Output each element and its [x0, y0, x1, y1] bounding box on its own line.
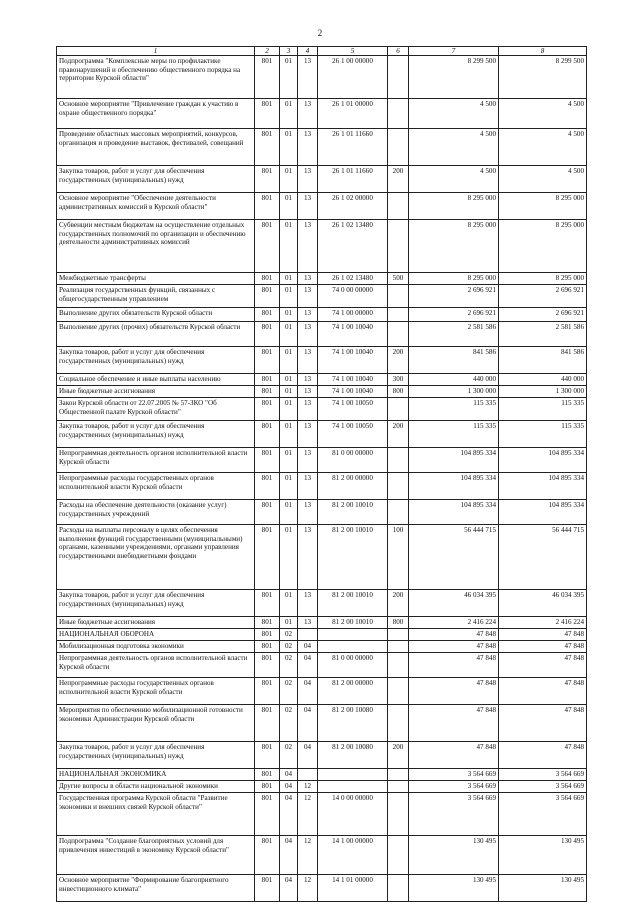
cell-expense-type: 800	[388, 617, 409, 629]
cell-subsection: 13	[298, 448, 318, 473]
cell-subsection: 04	[298, 742, 318, 769]
cell-subsection: 12	[298, 793, 318, 836]
cell-section: 01	[280, 99, 298, 129]
cell-section: 01	[280, 347, 298, 374]
table-row	[57, 398, 587, 421]
cell-name: Закупка товаров, работ и услуг для обеспечения государственных (муниципальных) нужд	[57, 347, 255, 374]
cell-target-article: 81 2 00 10080	[318, 742, 388, 769]
cell-expense-type	[388, 99, 409, 129]
table-header-row	[57, 47, 587, 56]
cell-ministry-code: 801	[255, 99, 280, 129]
cell-target-article: 81 2 00 10010	[318, 525, 388, 590]
cell-amount-year-2: 115 335	[499, 421, 587, 448]
table-row	[57, 99, 587, 129]
cell-name: Мероприятия по обеспечению мобилизационной готовности экономики Администрации Курской области	[57, 705, 255, 742]
cell-target-article	[318, 641, 388, 653]
cell-ministry-code: 801	[255, 220, 280, 273]
column-header: 6	[388, 47, 409, 56]
cell-ministry-code: 801	[255, 273, 280, 285]
cell-subsection: 13	[298, 590, 318, 617]
cell-subsection: 13	[298, 525, 318, 590]
cell-subsection	[298, 629, 318, 641]
cell-expense-type: 800	[388, 386, 409, 398]
cell-subsection: 13	[298, 374, 318, 386]
column-header: 7	[409, 47, 499, 56]
cell-amount-year-2: 47 848	[499, 742, 587, 769]
cell-target-article: 81 2 00 10080	[318, 705, 388, 742]
cell-expense-type: 200	[388, 166, 409, 193]
cell-subsection: 13	[298, 473, 318, 500]
cell-amount-year-1: 47 848	[409, 678, 499, 705]
cell-expense-type	[388, 875, 409, 902]
cell-amount-year-2: 1 300 000	[499, 386, 587, 398]
cell-section: 01	[280, 590, 298, 617]
cell-name: Основное мероприятие "Привлечение граждан к участию в охране общественного порядка"	[57, 99, 255, 129]
table-row	[57, 374, 587, 386]
cell-ministry-code: 801	[255, 742, 280, 769]
cell-target-article: 26 1 01 11660	[318, 129, 388, 166]
cell-amount-year-2: 8 299 500	[499, 56, 587, 99]
cell-expense-type: 200	[388, 590, 409, 617]
cell-section: 01	[280, 398, 298, 421]
cell-section: 02	[280, 653, 298, 678]
cell-ministry-code: 801	[255, 374, 280, 386]
cell-section: 01	[280, 473, 298, 500]
cell-subsection: 04	[298, 678, 318, 705]
cell-amount-year-2: 3 564 669	[499, 769, 587, 781]
cell-amount-year-2: 47 848	[499, 705, 587, 742]
cell-name: Основное мероприятие "Формирование благоприятного инвестиционного климата"	[57, 875, 255, 902]
cell-expense-type: 200	[388, 421, 409, 448]
cell-subsection: 13	[298, 99, 318, 129]
cell-subsection: 13	[298, 193, 318, 220]
cell-ministry-code: 801	[255, 653, 280, 678]
cell-expense-type	[388, 473, 409, 500]
cell-section: 02	[280, 678, 298, 705]
cell-amount-year-2: 46 034 395	[499, 590, 587, 617]
cell-name: Закупка товаров, работ и услуг для обеспечения государственных (муниципальных) нужд	[57, 742, 255, 769]
cell-ministry-code: 801	[255, 129, 280, 166]
cell-target-article: 81 2 00 10010	[318, 590, 388, 617]
cell-name: Закон Курской области от 22.07.2005 № 57-ЗКО "Об Общественной палате Курской области"	[57, 398, 255, 421]
cell-ministry-code: 801	[255, 285, 280, 308]
cell-amount-year-1: 2 696 921	[409, 308, 499, 322]
cell-name: Закупка товаров, работ и услуг для обеспечения государственных (муниципальных) нужд	[57, 590, 255, 617]
cell-ministry-code: 801	[255, 781, 280, 793]
cell-subsection: 13	[298, 322, 318, 347]
cell-amount-year-2: 3 564 669	[499, 781, 587, 793]
cell-section: 02	[280, 742, 298, 769]
cell-amount-year-1: 841 586	[409, 347, 499, 374]
cell-section: 01	[280, 166, 298, 193]
cell-name: Реализация государственных функций, связанных с общегосударственным управлением	[57, 285, 255, 308]
cell-amount-year-2: 440 000	[499, 374, 587, 386]
cell-name: Непрограммная деятельность органов исполнительной власти Курской области	[57, 653, 255, 678]
cell-subsection: 13	[298, 273, 318, 285]
cell-amount-year-1: 47 848	[409, 705, 499, 742]
cell-ministry-code: 801	[255, 769, 280, 781]
table-row	[57, 769, 587, 781]
table-row	[57, 617, 587, 629]
cell-subsection: 04	[298, 641, 318, 653]
cell-name: Мобилизационная подготовка экономики	[57, 641, 255, 653]
column-header: 4	[298, 47, 318, 56]
cell-amount-year-2: 2 416 224	[499, 617, 587, 629]
cell-target-article: 74 1 00 10040	[318, 322, 388, 347]
cell-expense-type: 200	[388, 742, 409, 769]
cell-amount-year-2: 104 895 334	[499, 500, 587, 525]
cell-expense-type	[388, 781, 409, 793]
cell-amount-year-1: 8 295 000	[409, 273, 499, 285]
cell-section: 04	[280, 793, 298, 836]
cell-ministry-code: 801	[255, 629, 280, 641]
cell-subsection: 13	[298, 386, 318, 398]
cell-subsection: 12	[298, 781, 318, 793]
cell-expense-type	[388, 308, 409, 322]
column-header: 2	[255, 47, 280, 56]
cell-name: Иные бюджетные ассигнования	[57, 386, 255, 398]
cell-subsection: 13	[298, 220, 318, 273]
cell-amount-year-1: 4 500	[409, 129, 499, 166]
cell-amount-year-2: 104 895 334	[499, 473, 587, 500]
cell-amount-year-2: 8 295 000	[499, 273, 587, 285]
cell-ministry-code: 801	[255, 448, 280, 473]
cell-expense-type	[388, 836, 409, 875]
cell-amount-year-1: 47 848	[409, 641, 499, 653]
table-row	[57, 386, 587, 398]
cell-section: 01	[280, 322, 298, 347]
cell-subsection: 13	[298, 166, 318, 193]
cell-ministry-code: 801	[255, 386, 280, 398]
cell-amount-year-1: 3 564 669	[409, 793, 499, 836]
cell-target-article: 81 2 00 10010	[318, 500, 388, 525]
cell-amount-year-2: 3 564 669	[499, 793, 587, 836]
cell-expense-type	[388, 500, 409, 525]
column-header: 3	[280, 47, 298, 56]
cell-ministry-code: 801	[255, 678, 280, 705]
cell-expense-type: 500	[388, 273, 409, 285]
cell-target-article	[318, 629, 388, 641]
cell-name: Непрограммные расходы государственных органов исполнительной власти Курской области	[57, 678, 255, 705]
cell-name: Межбюджетные трансферты	[57, 273, 255, 285]
cell-expense-type	[388, 793, 409, 836]
cell-amount-year-2: 841 586	[499, 347, 587, 374]
cell-target-article: 74 1 00 10040	[318, 347, 388, 374]
cell-subsection: 13	[298, 617, 318, 629]
table-row	[57, 273, 587, 285]
cell-amount-year-1: 8 299 500	[409, 56, 499, 99]
cell-subsection: 13	[298, 398, 318, 421]
cell-name: Субвенции местным бюджетам на осуществление отдельных государственных полномочий по организации и обеспечению деятельности административных комиссий	[57, 220, 255, 273]
cell-expense-type: 100	[388, 525, 409, 590]
cell-target-article	[318, 769, 388, 781]
cell-ministry-code: 801	[255, 500, 280, 525]
cell-subsection: 04	[298, 653, 318, 678]
table-row	[57, 322, 587, 347]
table-row	[57, 742, 587, 769]
cell-expense-type	[388, 129, 409, 166]
table-row	[57, 678, 587, 705]
cell-amount-year-2: 47 848	[499, 678, 587, 705]
cell-target-article: 14 1 01 00000	[318, 875, 388, 902]
cell-section: 01	[280, 129, 298, 166]
cell-expense-type	[388, 629, 409, 641]
cell-name: Выполнение других (прочих) обязательств Курской области	[57, 322, 255, 347]
cell-expense-type	[388, 448, 409, 473]
table-row	[57, 500, 587, 525]
cell-target-article: 26 1 00 00000	[318, 56, 388, 99]
cell-amount-year-2: 47 848	[499, 629, 587, 641]
cell-target-article: 81 0 00 00000	[318, 448, 388, 473]
cell-expense-type	[388, 193, 409, 220]
cell-name: Иные бюджетные ассигнования	[57, 617, 255, 629]
cell-ministry-code: 801	[255, 705, 280, 742]
cell-section: 01	[280, 448, 298, 473]
table-row	[57, 875, 587, 902]
cell-name: Расходы на выплаты персоналу в целях обеспечения выполнения функций государственными (муниципальными) органами, казенными учреждениями, органами управления государственными внебюджетными фондами	[57, 525, 255, 590]
table-row	[57, 285, 587, 308]
cell-section: 01	[280, 500, 298, 525]
cell-amount-year-1: 4 500	[409, 166, 499, 193]
cell-amount-year-1: 8 295 000	[409, 193, 499, 220]
cell-expense-type	[388, 285, 409, 308]
cell-amount-year-2: 130 495	[499, 836, 587, 875]
cell-amount-year-1: 104 895 334	[409, 448, 499, 473]
cell-amount-year-2: 8 295 000	[499, 193, 587, 220]
cell-ministry-code: 801	[255, 398, 280, 421]
cell-expense-type	[388, 653, 409, 678]
table-row	[57, 166, 587, 193]
cell-section: 01	[280, 273, 298, 285]
cell-amount-year-1: 3 564 669	[409, 769, 499, 781]
cell-expense-type	[388, 705, 409, 742]
cell-target-article: 74 1 00 10040	[318, 374, 388, 386]
table-row	[57, 308, 587, 322]
cell-name: Непрограммные расходы государственных органов исполнительной власти Курской области	[57, 473, 255, 500]
table-row	[57, 448, 587, 473]
cell-subsection: 13	[298, 500, 318, 525]
cell-ministry-code: 801	[255, 308, 280, 322]
cell-amount-year-2: 47 848	[499, 653, 587, 678]
table-row	[57, 220, 587, 273]
cell-name: Подпрограмма "Создание благоприятных условий для привлечения инвестиций в экономику Курской области"	[57, 836, 255, 875]
table-row	[57, 793, 587, 836]
cell-amount-year-1: 130 495	[409, 875, 499, 902]
cell-amount-year-1: 2 416 224	[409, 617, 499, 629]
cell-amount-year-1: 130 495	[409, 836, 499, 875]
cell-name: Основное мероприятие "Обеспечение деятельности административных комиссий в Курской области"	[57, 193, 255, 220]
cell-section: 01	[280, 386, 298, 398]
cell-ministry-code: 801	[255, 322, 280, 347]
cell-target-article: 81 0 00 00000	[318, 653, 388, 678]
cell-section: 04	[280, 875, 298, 902]
table-row	[57, 347, 587, 374]
cell-name: Государственная программа Курской области "Развитие экономики и внешних связей Курской области"	[57, 793, 255, 836]
cell-amount-year-2: 4 500	[499, 129, 587, 166]
cell-amount-year-2: 130 495	[499, 875, 587, 902]
cell-ministry-code: 801	[255, 590, 280, 617]
cell-amount-year-1: 47 848	[409, 629, 499, 641]
column-header: 8	[499, 47, 587, 56]
cell-section: 02	[280, 641, 298, 653]
table-row	[57, 193, 587, 220]
table-row	[57, 641, 587, 653]
cell-subsection: 13	[298, 129, 318, 166]
cell-name: Непрограммная деятельность органов исполнительной власти Курской области	[57, 448, 255, 473]
cell-target-article: 26 1 01 00000	[318, 99, 388, 129]
cell-section: 01	[280, 285, 298, 308]
table-row	[57, 129, 587, 166]
cell-ministry-code: 801	[255, 875, 280, 902]
cell-section: 01	[280, 374, 298, 386]
cell-ministry-code: 801	[255, 793, 280, 836]
cell-expense-type	[388, 220, 409, 273]
cell-section: 01	[280, 220, 298, 273]
cell-amount-year-2: 2 581 586	[499, 322, 587, 347]
cell-name: НАЦИОНАЛЬНАЯ ЭКОНОМИКА	[57, 769, 255, 781]
cell-subsection	[298, 769, 318, 781]
cell-target-article: 81 2 00 00000	[318, 473, 388, 500]
cell-amount-year-1: 2 581 586	[409, 322, 499, 347]
cell-target-article: 81 2 00 00000	[318, 678, 388, 705]
cell-section: 04	[280, 781, 298, 793]
cell-section: 01	[280, 525, 298, 590]
cell-ministry-code: 801	[255, 836, 280, 875]
cell-name: Расходы на обеспечение деятельности (оказание услуг) государственных учреждений	[57, 500, 255, 525]
cell-section: 01	[280, 193, 298, 220]
cell-subsection: 04	[298, 705, 318, 742]
cell-subsection: 13	[298, 421, 318, 448]
cell-amount-year-1: 440 000	[409, 374, 499, 386]
cell-subsection: 13	[298, 347, 318, 374]
cell-name: Другие вопросы в области национальной экономики	[57, 781, 255, 793]
table-row	[57, 705, 587, 742]
cell-amount-year-2: 2 696 921	[499, 285, 587, 308]
cell-amount-year-2: 4 500	[499, 166, 587, 193]
page-number: 2	[317, 28, 323, 38]
cell-expense-type	[388, 769, 409, 781]
cell-expense-type: 300	[388, 374, 409, 386]
cell-amount-year-1: 104 895 334	[409, 473, 499, 500]
table-row	[57, 590, 587, 617]
cell-ministry-code: 801	[255, 347, 280, 374]
cell-amount-year-2: 115 335	[499, 398, 587, 421]
table-row	[57, 473, 587, 500]
cell-subsection: 13	[298, 285, 318, 308]
cell-target-article	[318, 781, 388, 793]
cell-amount-year-1: 3 564 669	[409, 781, 499, 793]
cell-amount-year-1: 47 848	[409, 653, 499, 678]
cell-amount-year-2: 8 295 000	[499, 220, 587, 273]
cell-amount-year-2: 47 848	[499, 641, 587, 653]
cell-amount-year-1: 115 335	[409, 398, 499, 421]
cell-name: Выполнение других обязательств Курской области	[57, 308, 255, 322]
cell-section: 01	[280, 421, 298, 448]
cell-amount-year-1: 1 300 000	[409, 386, 499, 398]
budget-table	[56, 46, 587, 902]
cell-ministry-code: 801	[255, 166, 280, 193]
cell-section: 01	[280, 308, 298, 322]
column-header: 1	[57, 47, 255, 56]
cell-amount-year-1: 8 295 000	[409, 220, 499, 273]
cell-target-article: 74 1 00 10050	[318, 421, 388, 448]
cell-ministry-code: 801	[255, 193, 280, 220]
cell-name: Закупка товаров, работ и услуг для обеспечения государственных (муниципальных) нужд	[57, 166, 255, 193]
cell-amount-year-1: 46 034 395	[409, 590, 499, 617]
cell-amount-year-1: 47 848	[409, 742, 499, 769]
cell-expense-type	[388, 398, 409, 421]
table-row	[57, 629, 587, 641]
cell-target-article: 26 1 02 13480	[318, 220, 388, 273]
cell-name: Социальное обеспечение и иные выплаты населению	[57, 374, 255, 386]
cell-target-article: 14 0 00 00000	[318, 793, 388, 836]
cell-amount-year-1: 4 500	[409, 99, 499, 129]
cell-amount-year-2: 104 895 334	[499, 448, 587, 473]
table-row	[57, 781, 587, 793]
cell-ministry-code: 801	[255, 525, 280, 590]
table-row	[57, 653, 587, 678]
cell-section: 04	[280, 769, 298, 781]
cell-amount-year-2: 2 696 921	[499, 308, 587, 322]
column-header: 5	[318, 47, 388, 56]
cell-target-article: 14 1 00 00000	[318, 836, 388, 875]
table-row	[57, 525, 587, 590]
cell-name: НАЦИОНАЛЬНАЯ ОБОРОНА	[57, 629, 255, 641]
cell-ministry-code: 801	[255, 56, 280, 99]
cell-section: 02	[280, 629, 298, 641]
cell-target-article: 26 1 02 00000	[318, 193, 388, 220]
cell-expense-type: 200	[388, 347, 409, 374]
cell-ministry-code: 801	[255, 473, 280, 500]
cell-expense-type	[388, 641, 409, 653]
cell-target-article: 81 2 00 10010	[318, 617, 388, 629]
cell-name: Закупка товаров, работ и услуг для обеспечения государственных (муниципальных) нужд	[57, 421, 255, 448]
cell-ministry-code: 801	[255, 617, 280, 629]
cell-name: Подпрограмма "Комплексные меры по профилактике правонарушений и обеспечению общественного порядка на территории Курской области"	[57, 56, 255, 99]
cell-amount-year-2: 56 444 715	[499, 525, 587, 590]
cell-section: 02	[280, 705, 298, 742]
cell-subsection: 12	[298, 875, 318, 902]
cell-section: 01	[280, 617, 298, 629]
cell-subsection: 13	[298, 56, 318, 99]
cell-amount-year-1: 56 444 715	[409, 525, 499, 590]
cell-target-article: 26 1 01 11660	[318, 166, 388, 193]
cell-amount-year-1: 115 335	[409, 421, 499, 448]
cell-ministry-code: 801	[255, 641, 280, 653]
cell-target-article: 74 1 00 10050	[318, 398, 388, 421]
cell-section: 04	[280, 836, 298, 875]
cell-name: Проведение областных массовых мероприятий, конкурсов, организация и проведение выставок, фестивалей, совещаний	[57, 129, 255, 166]
cell-target-article: 74 1 00 10040	[318, 386, 388, 398]
cell-target-article: 74 1 00 00000	[318, 308, 388, 322]
cell-subsection: 12	[298, 836, 318, 875]
table-row	[57, 421, 587, 448]
cell-target-article: 74 0 00 00000	[318, 285, 388, 308]
table-row	[57, 836, 587, 875]
cell-subsection: 13	[298, 308, 318, 322]
cell-amount-year-1: 104 895 334	[409, 500, 499, 525]
cell-amount-year-2: 4 500	[499, 99, 587, 129]
cell-amount-year-1: 2 696 921	[409, 285, 499, 308]
cell-target-article: 26 1 02 13480	[318, 273, 388, 285]
cell-ministry-code: 801	[255, 421, 280, 448]
cell-expense-type	[388, 678, 409, 705]
cell-expense-type	[388, 322, 409, 347]
cell-expense-type	[388, 56, 409, 99]
table-row	[57, 56, 587, 99]
cell-section: 01	[280, 56, 298, 99]
